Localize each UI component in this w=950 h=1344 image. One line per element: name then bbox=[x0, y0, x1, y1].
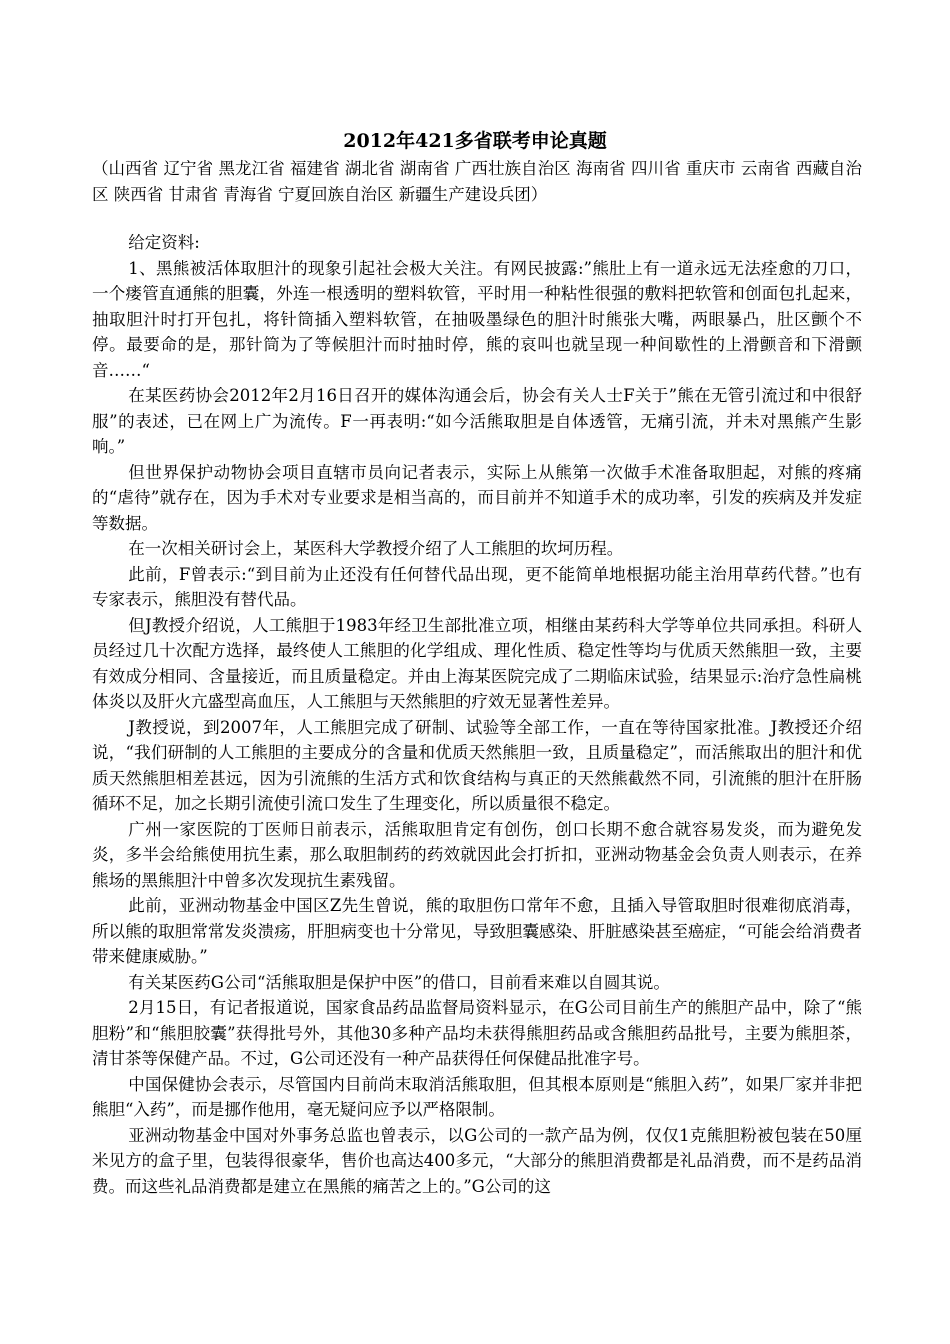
paragraph: 在某医药协会2012年2月16日召开的媒体沟通会后，协会有关人士F关于”熊在无管引流过和中很舒服”的表述，已在网上广为流传。F一再表明:“如今活熊取胆是自体透管，无痛引流，并未对黑熊产生影响。” bbox=[92, 386, 862, 456]
paragraph: 有关某医药G公司“活熊取胆是保护中医”的借口，目前看来难以自圆其说。 bbox=[128, 972, 670, 992]
document-body bbox=[92, 230, 862, 1199]
paragraph: 中国保健协会表示，尽管国内目前尚末取消活熊取胆，但其根本原则是“熊胆入药”，如果厂家并非把熊胆“入药”，而是挪作他用，毫无疑问应予以严格限制。 bbox=[92, 1074, 862, 1119]
paragraph: 此前，亚洲动物基金中国区Z先生曾说，熊的取胆伤口常年不愈，且插入导管取胆时很难彻底消毒，所以熊的取胆常常发炎溃疡，肝胆病变也十分常见，导致胆囊感染、肝脏感染甚至癌症，“可能会给消费者带来健康威胁。” bbox=[92, 896, 862, 966]
paragraph: 在一次相关研讨会上，某医科大学教授介绍了人工熊胆的坎坷历程。 bbox=[128, 539, 624, 558]
paragraph: 此前，F曾表示:“到目前为止还没有任何替代品出现，更不能简单地根据功能主治用草药代替。”也有专家表示，熊胆没有替代品。 bbox=[92, 564, 862, 609]
paragraph: 但J教授介绍说，人工熊胆于1983年经卫生部批准立项，相继由某药科大学等单位共同承担。科研人员经过几十次配方选择，最终使人工熊胆的化学组成、理化性质、稳定性等均与优质天然熊胆一致，主要有效成分相同、含量接近，而且质量稳定。并由上海某医院完成了二期临床试验，结果显示:治疗急性扁桃体炎以及肝火亢盛型高血压，人工熊胆与天然熊胆的疗效无显著性差异。 bbox=[92, 615, 862, 711]
paragraph: 广州一家医院的丁医师日前表示，活熊取胆肯定有创伤，创口长期不愈合就容易发炎，而为避免发炎，多半会给熊使用抗生素，那么取胆制药的药效就因此会打折扣，亚洲动物基金会负责人则表示，在养熊场的黑熊胆汁中曾多次发现抗生素残留。 bbox=[92, 819, 862, 890]
paragraph: J教授说，到2007年，人工熊胆完成了研制、试验等全部工作，一直在等待国家批准。J教授还介绍说，“我们研制的人工熊胆的主要成分的含量和优质天然熊胆一致，且质量稳定”，而活熊取出的胆汁和优质天然熊胆相差甚远，因为引流熊的生活方式和饮食结构与真正的天然熊截然不同，引流熊的胆汁在肝肠循环不足，加之长期引流使引流口发生了生理变化，所以质量很不稳定。 bbox=[92, 717, 862, 813]
paragraph: 2月15日，有记者报道说，国家食品药品监督局资料显示，在G公司目前生产的熊胆产品中，除了“熊胆粉”和“熊胆胶囊”获得批号外，其他30多种产品均未获得熊胆药品或含熊胆药品批号，主要为熊胆茶，清甘茶等保健产品。不过，G公司还没有一种产品获得任何保健品批准字号。 bbox=[92, 998, 862, 1068]
province-list: （山西省 辽宁省 黑龙江省 福建省 湖北省 湖南省 广西壮族自治区 海南省 四川省 重庆市 云南省 西藏自治区 陕西省 甘肃省 青海省 宁夏回族自治区 新疆生产建设兵团） bbox=[92, 159, 862, 204]
paragraph: 亚洲动物基金中国对外事务总监也曾表示，以G公司的一款产品为例，仅仅1克熊胆粉被包装在50厘米见方的盒子里，包装得很豪华，售价也高达400多元，“大部分的熊胆消费都是礼品消费，而不是药品消费。而这些礼品消费都是建立在黑熊的痛苦之上的。”G公司的这 bbox=[92, 1125, 862, 1196]
paragraph: 给定资料: bbox=[128, 233, 200, 252]
paragraph: 1、黑熊被活体取胆汁的现象引起社会极大关注。有网民披露:”熊肚上有一道永远无法痊愈的刀口，一个瘘管直通熊的胆囊，外连一根透明的塑料软管，平时用一种粘性很强的敷料把软管和创面包扎起来，抽取胆汁时打开包扎，将针筒插入塑料软管，在抽吸墨绿色的胆汁时熊张大嘴，两眼暴凸，肚区颤个不停。最要命的是，那针筒为了等候胆汁而时抽时停，熊的哀叫也就呈现一种间歇性的上滑颤音和下滑颤音……“ bbox=[92, 258, 862, 380]
paragraph: 但世界保护动物协会项目直辖市员向记者表示，实际上从熊第一次做手术准备取胆起，对熊的疼痛的“虐待”就存在，因为手术对专业要求是相当高的，而目前并不知道手术的成功率，引发的疾病及并发症等数据。 bbox=[92, 462, 862, 533]
document-title: 2012年421多省联考申论真题 bbox=[343, 130, 607, 152]
